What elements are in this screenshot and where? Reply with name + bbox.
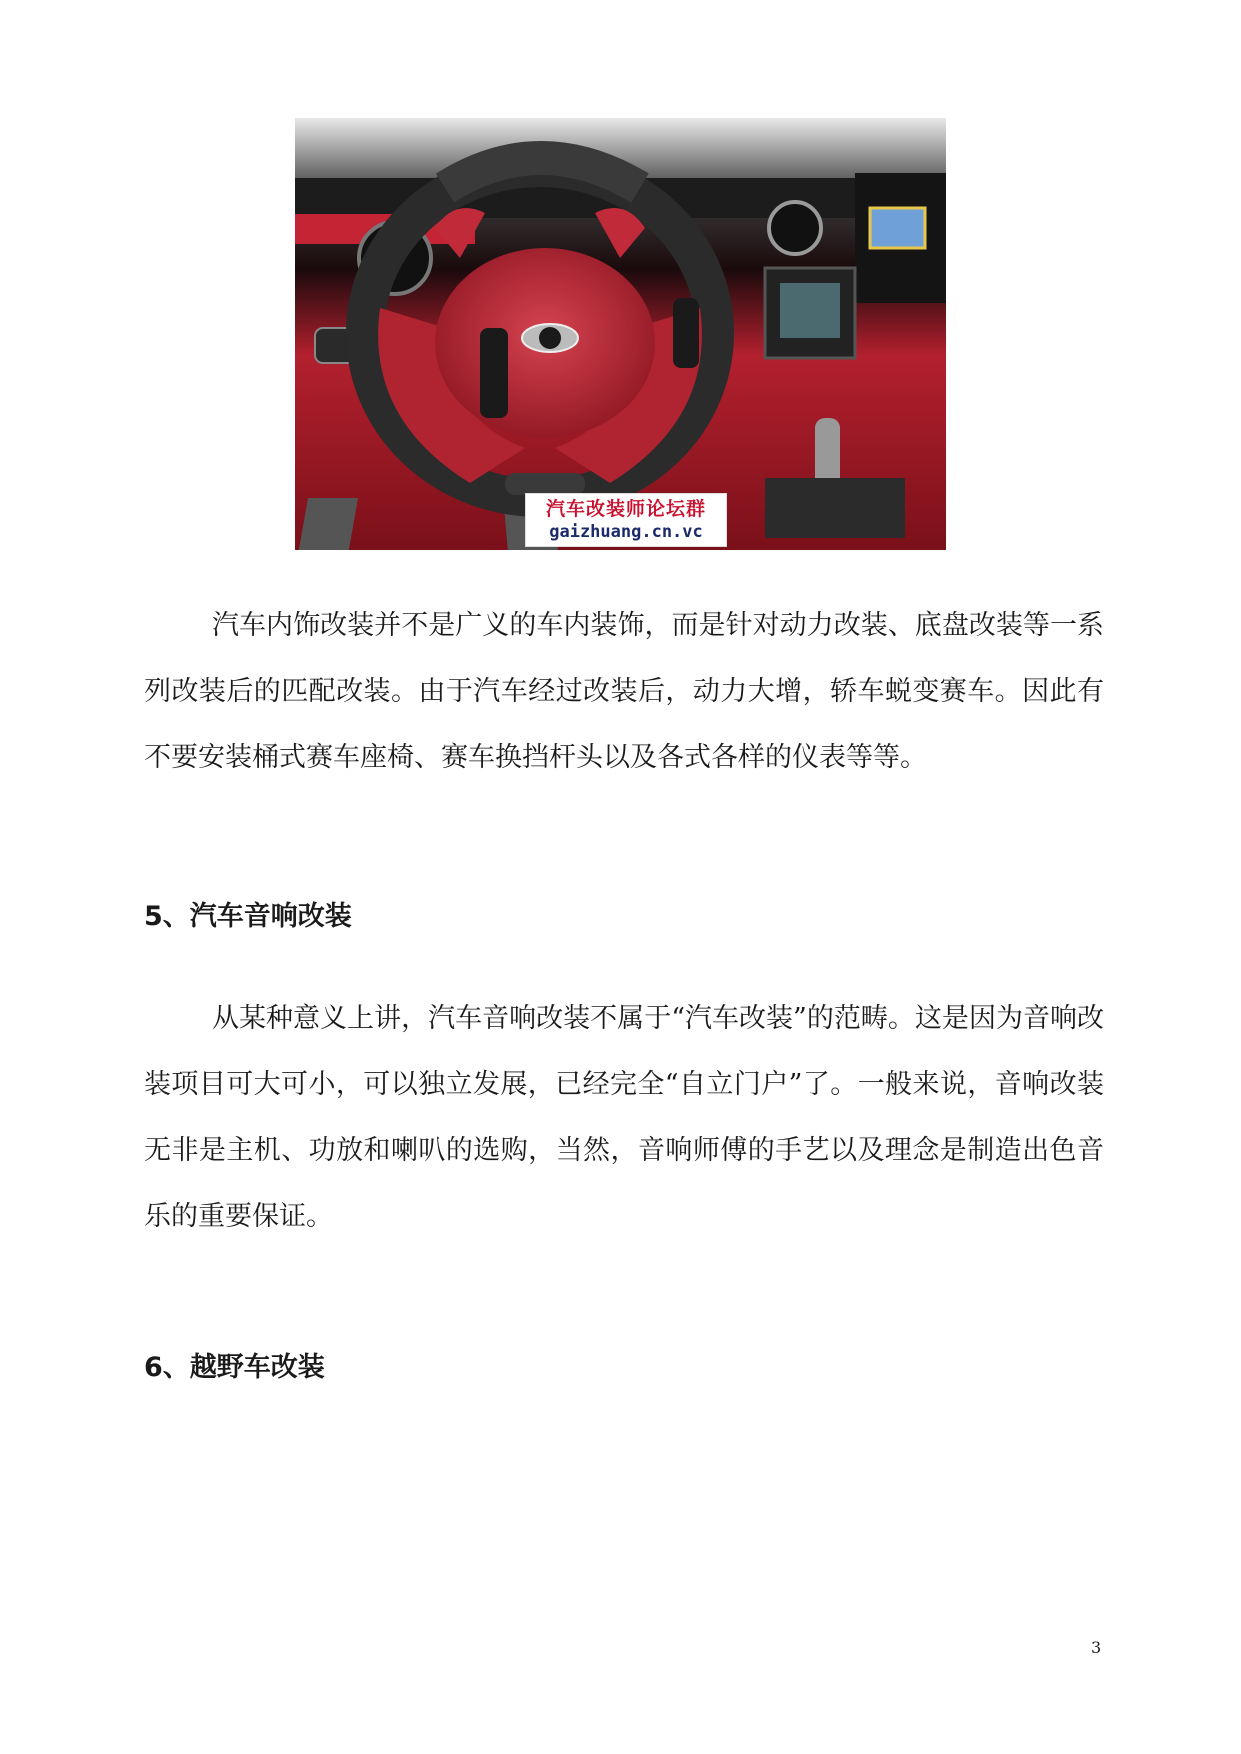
watermark-url-text: gaizhuang.cn.vc (549, 522, 703, 542)
heading-audio-mod: 5、汽车音响改装 (144, 901, 352, 932)
page-number: 3 (1091, 1638, 1102, 1657)
watermark-chinese-text: 汽车改装师论坛群 (545, 498, 706, 520)
steering-wheel-photo (295, 118, 946, 550)
paragraph-interior-mod: 汽车内饰改装并不是广义的车内装饰，而是针对动力改装、底盘改装等一系列改装后的匹配改装。由于汽车经过改装后，动力大增，轿车蜕变赛车。因此有不要安装桶式赛车座椅、赛车换挡杆头以及各式各样的仪表等等。 (144, 610, 1104, 773)
car-interior-illustration (295, 118, 946, 550)
paragraph-audio-mod: 从某种意义上讲，汽车音响改装不属于“汽车改装”的范畴。这是因为音响改装项目可大可小，可以独立发展，已经完全“自立门户”了。一般来说，音响改装无非是主机、功放和喇叭的选购，当然，音响师傅的手艺以及理念是制造出色音乐的重要保证。 (144, 1003, 1104, 1232)
watermark-label (525, 493, 727, 547)
heading-offroad-mod: 6、越野车改装 (144, 1352, 325, 1383)
